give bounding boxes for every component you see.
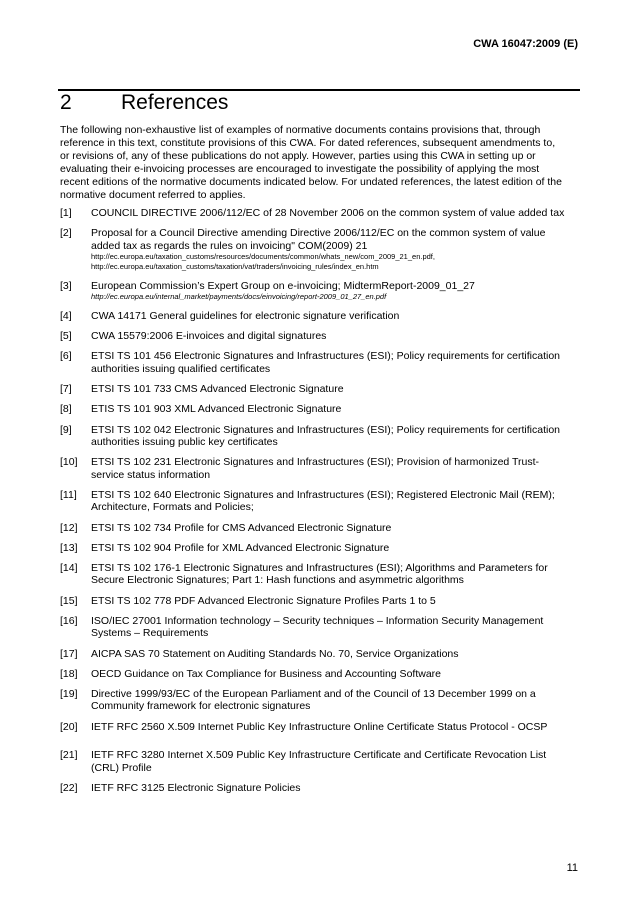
reference-url: http://ec.europa.eu/internal_market/payments/docs/einvoicing/report-2009_01_27_en.pdf: [91, 292, 387, 302]
reference-line: IETF RFC 3125 Electronic Signature Policies: [91, 781, 301, 794]
reference-text: [91, 227, 584, 272]
intro-line: or revisions of, any of these publications do not apply. However, parties using this CWA in setting up or: [60, 150, 536, 162]
reference-number: [18]: [60, 667, 78, 680]
reference-item: [60, 227, 584, 272]
reference-line: Community framework for electronic signatures: [91, 700, 311, 713]
reference-item: [60, 310, 584, 323]
intro-line: reference in this text, constitute provisions of this CWA. For dated references, subsequent amendments to,: [60, 137, 556, 149]
reference-number: [7]: [60, 383, 72, 396]
reference-line: Proposal for a Council Directive amending Directive 2006/112/EC on the common system of value: [91, 227, 546, 240]
reference-line: CWA 15579:2006 E-invoices and digital signatures: [91, 330, 327, 343]
reference-number: [12]: [60, 521, 78, 534]
reference-url: http://ec.europa.eu/taxation_customs/taxation/vat/traders/invoicing_rules/index_en.htm: [91, 262, 379, 272]
reference-text: [91, 522, 584, 535]
intro-line: recent editions of the normative documents indicated below. For undated references, the latest edition of the: [60, 176, 562, 188]
reference-number: [2]: [60, 227, 72, 240]
reference-number: [16]: [60, 614, 78, 627]
reference-line: ETIS TS 101 903 XML Advanced Electronic Signature: [91, 403, 342, 416]
reference-line: ETSI TS 102 640 Electronic Signatures and Infrastructures (ESI); Registered Electronic Mail (REM);: [91, 488, 555, 501]
reference-line: ISO/IEC 27001 Information technology – Security techniques – Information Security Management: [91, 614, 544, 627]
reference-line: Directive 1999/93/EC of the European Parliament and of the Council of 13 December 1999 on a: [91, 687, 536, 700]
section-number: 2: [60, 91, 72, 114]
reference-number: [13]: [60, 541, 78, 554]
reference-item: [60, 595, 584, 608]
reference-number: [17]: [60, 647, 78, 660]
intro-line: normative document referred to applies.: [60, 189, 246, 201]
reference-line: authorities issuing public key certificates: [91, 436, 278, 448]
reference-line: Secure Electronic Signatures; Part 1: Hash functions and asymmetric algorithms: [91, 574, 464, 587]
reference-number: [19]: [60, 687, 78, 700]
reference-number: [11]: [60, 488, 77, 501]
reference-text: [91, 383, 584, 396]
reference-number: [4]: [60, 310, 72, 323]
reference-text: [91, 542, 584, 555]
reference-item: [60, 489, 584, 514]
reference-line: Architecture, Formats and Policies;: [91, 501, 254, 514]
reference-item: [60, 383, 584, 396]
reference-number: [10]: [60, 456, 78, 469]
reference-line: IETF RFC 2560 X.509 Internet Public Key Infrastructure Online Certificate Status Protocol - OCSP: [91, 720, 548, 733]
intro-paragraph: [60, 124, 580, 202]
section-heading: [60, 91, 580, 115]
reference-item: [60, 456, 584, 481]
references-list: [60, 207, 584, 802]
page-number: 11: [566, 862, 578, 874]
reference-text: [91, 424, 584, 449]
intro-line: evaluating their e-invoicing processes are encouraged to investigate the possibility of applying the most: [60, 163, 540, 175]
reference-text: [91, 403, 584, 416]
reference-line: ETSI TS 101 456 Electronic Signatures and Infrastructures (ESI); Policy requirements for certification: [91, 350, 561, 363]
reference-number: [3]: [60, 279, 72, 292]
reference-item: [60, 782, 584, 795]
reference-item: [60, 615, 584, 640]
reference-text: [91, 721, 584, 734]
reference-line: ETSI TS 102 231 Electronic Signatures and Infrastructures (ESI); Provision of harmonized Trust-: [91, 456, 540, 469]
reference-line: service status information: [91, 468, 211, 481]
reference-text: [91, 595, 584, 608]
reference-text: [91, 330, 584, 343]
reference-url: http://ec.europa.eu/taxation_customs/resources/documents/common/whats_new/com_2009_21_en.pdf,: [91, 252, 435, 262]
reference-line: IETF RFC 3280 Internet X.509 Public Key Infrastructure Certificate and Certificate Revocation List: [91, 749, 547, 762]
reference-line: ETSI TS 102 734 Profile for CMS Advanced Electronic Signature: [91, 521, 392, 534]
reference-line: added tax as regards the rules on invoicing" COM(2009) 21: [91, 239, 368, 252]
reference-text: [91, 782, 584, 795]
intro-line: The following non-exhaustive list of examples of normative documents contains provisions that, through: [60, 124, 541, 136]
reference-text: [91, 489, 584, 514]
reference-item: [60, 648, 584, 661]
reference-line: ETSI TS 102 778 PDF Advanced Electronic Signature Profiles Parts 1 to 5: [91, 594, 436, 607]
reference-item: [60, 522, 584, 535]
reference-number: [1]: [60, 207, 72, 219]
reference-item: [60, 330, 584, 343]
reference-line: ETSI TS 101 733 CMS Advanced Electronic Signature: [91, 383, 344, 396]
reference-number: [20]: [60, 720, 78, 733]
reference-line: OECD Guidance on Tax Compliance for Business and Accounting Software: [91, 667, 441, 680]
reference-item: [60, 562, 584, 587]
reference-text: [91, 562, 584, 587]
reference-item: [60, 721, 584, 734]
reference-number: [14]: [60, 561, 78, 574]
reference-item: [60, 403, 584, 416]
reference-item: [60, 688, 584, 713]
reference-item: [60, 424, 584, 449]
reference-line: Systems – Requirements: [91, 627, 209, 640]
reference-item: [60, 542, 584, 555]
reference-number: [9]: [60, 423, 72, 436]
reference-number: [21]: [60, 749, 78, 762]
reference-line: (CRL) Profile: [91, 761, 152, 774]
reference-text: [91, 648, 584, 661]
reference-line: authorities issuing qualified certificates: [91, 362, 271, 375]
reference-number: [6]: [60, 350, 72, 363]
reference-item: [60, 668, 584, 681]
reference-text: [91, 668, 584, 681]
reference-line: ETSI TS 102 904 Profile for XML Advanced Electronic Signature: [91, 541, 390, 554]
section-title: References: [121, 91, 229, 114]
reference-number: [8]: [60, 403, 72, 416]
reference-text: [91, 688, 584, 713]
reference-text: [91, 310, 584, 323]
reference-line: COUNCIL DIRECTIVE 2006/112/EC of 28 November 2006 on the common system of value added tax: [91, 207, 565, 219]
reference-text: [91, 749, 584, 774]
reference-text: [91, 207, 584, 220]
reference-line: AICPA SAS 70 Statement on Auditing Standards No. 70, Service Organizations: [91, 647, 459, 660]
reference-line: European Commission’s Expert Group on e-invoicing; MidtermReport-2009_01_27: [91, 279, 475, 292]
reference-item: [60, 207, 584, 220]
reference-text: [91, 280, 584, 303]
reference-text: [91, 456, 584, 481]
reference-number: [22]: [60, 781, 78, 794]
reference-line: CWA 14171 General guidelines for electronic signature verification: [91, 310, 400, 323]
reference-item: [60, 350, 584, 375]
reference-item: [60, 749, 584, 774]
document-id-header: CWA 16047:2009 (E): [473, 38, 578, 50]
reference-text: [91, 350, 584, 375]
reference-number: [5]: [60, 330, 72, 343]
reference-number: [15]: [60, 594, 78, 607]
reference-text: [91, 615, 584, 640]
reference-item: [60, 280, 584, 303]
reference-line: ETSI TS 102 042 Electronic Signatures and Infrastructures (ESI); Policy requirements for certification: [91, 423, 561, 436]
reference-line: ETSI TS 102 176-1 Electronic Signatures and Infrastructures (ESI); Algorithms and Parameters for: [91, 561, 548, 574]
